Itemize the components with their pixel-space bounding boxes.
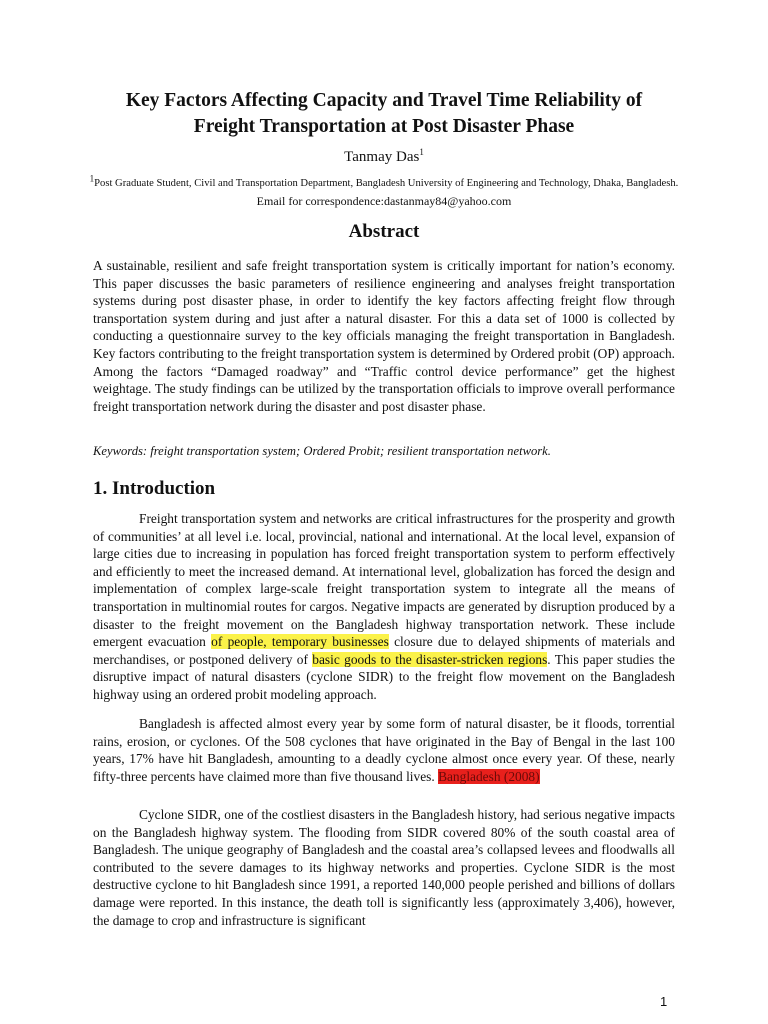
highlight-yellow-1: of people, temporary businesses: [211, 634, 389, 650]
affiliation: [40, 173, 728, 191]
introduction-paragraph-1: [93, 510, 675, 704]
highlight-red-citation[interactable]: Bangladesh (2008): [438, 768, 540, 784]
page-number: 1: [660, 994, 668, 1009]
highlight-yellow-2: basic goods to the disaster-stricken regions: [312, 651, 548, 667]
author-line: [0, 147, 768, 167]
affiliation-text: Post Graduate Student, Civil and Transportation Department, Bangladesh University of Engineering and Technology, Dhaka, Bangladesh.: [94, 178, 679, 189]
p1-text-a: Freight transportation system and networks are critical infrastructures for the prosperity and growth of communities’ at all level i.e. local, provincial, national and international. At the local level, expansion of large cities due to increasing in population has forced freight transportation system to perform effectively and efficiently to meet the increased demand. At international level, globalization has forced the design and implementation of complex large-scale freight transportation system to integrate all the means of transportation in multinomial routes for cargos. Negative impacts are generated by disruption produced by a disaster to the freight movement on the Bangladesh highway transportation network. These include emergent evacuation: [93, 511, 675, 650]
title-line-1: Key Factors Affecting Capacity and Travel Time Reliability of: [125, 90, 643, 111]
title-line-2: Freight Transportation at Post Disaster Phase: [193, 116, 575, 137]
correspondence-email: Email for correspondence:dastanmay84@yahoo.com: [256, 194, 512, 208]
introduction-paragraph-3: Cyclone SIDR, one of the costliest disasters in the Bangladesh history, had serious negative impacts on the Bangladesh highway system. The flooding from SIDR covered 80% of the south coastal area of Bangladesh. The unique geography of Bangladesh and the coastal area’s collapsed levees and floodwalls all contributed to the severe damages to its highway networks and properties. Cyclone SIDR is the most destructive cyclone to hit Bangladesh since 1991, a reported 140,000 people perished and billions of dollars damage were reported. In this instance, the death toll is significantly less (approximately 3,406), however, the damage to crop and infrastructure is significant: [93, 807, 675, 928]
affiliation-superscript: 1: [89, 173, 95, 184]
author-name: Tanmay Das: [344, 149, 420, 165]
p1-text-c: . This paper studies the disruptive impact of natural disasters (cyclone SIDR) to the freight flow movement on the Bangladesh highway using an ordered probit modeling approach.: [93, 651, 675, 702]
abstract-text: A sustainable, resilient and safe freight transportation system is critically important for nation’s economy. This paper discusses the basic parameters of resilience engineering and analyses freight transportation systems during post disaster phase, in order to identify the key factors affecting freight flow through transportation system during and just after a natural disaster. For this a data set of 1000 is collected by conducting a questionnaire survey to the key officials managing the freight transportation in Bangladesh. Key factors contributing to the freight transportation system is determined by Ordered probit (OP) approach. Among the factors “Damaged roadway” and “Traffic control device performance” get the highest weightage. The study findings can be utilized by the transportation officials to improve overall performance freight transportation network during the disaster and post disaster phase.: [93, 258, 675, 414]
p1-text-b: closure due to delayed shipments of materials and merchandises, or postponed delivery of: [93, 634, 676, 667]
p2-text-a: Bangladesh is affected almost every year by some form of natural disaster, be it floods, torrential rains, erosion, or cyclones. Of the 508 cyclones that have originated in the Bay of Bengal in the last 100 years, 17% have hit Bangladesh, amounting to a deadly cyclone almost once every year. Of these, nearly fifty-three percents have claimed more than five thousand lives.: [93, 716, 675, 784]
introduction-paragraph-2: [93, 715, 675, 785]
keywords: Keywords: freight transportation system; Ordered Probit; resilient transportation network.: [93, 444, 551, 458]
section-heading-introduction: 1. Introduction: [93, 478, 216, 499]
author-superscript: 1: [419, 147, 424, 157]
paper-title: [60, 88, 708, 140]
abstract-heading: Abstract: [348, 221, 420, 242]
